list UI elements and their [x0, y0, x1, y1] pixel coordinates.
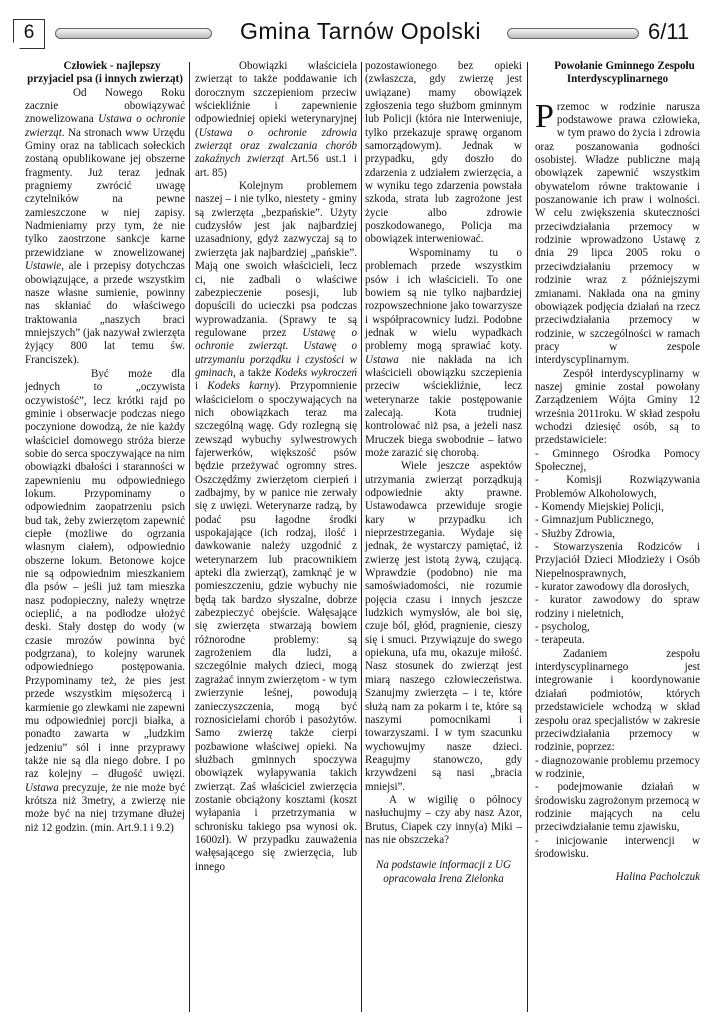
column-rule: [527, 62, 528, 1012]
article-paragraph: Wiele jeszcze aspektów utrzymania zwierząt porządkują odpowiednie akty prawne. Ustawodawca przewiduje srogie kary w przypadku ich nieprzestrzegania. Wydaje się jednak, że wystarczy pamiętać, iż zwierzę jest istotą żywą, czującą. Wprawdzie (podobno) nie ma samoświadomości, nie rozumie pojęcia czasu i innych jeszcze ludzkich wymysłów, ale boi się, czuje ból, głód, pragnienie, cieszy się i smuci. Przywiązuje do swego opiekuna, ufa mu, okazuje miłość. Nasz stosunek do zwierząt jest miarą naszego człowieczeństwa. Szanujmy zwierzęta – i te, które służą nam za pokarm i te, które są naszymi pomocnikami i towarzyszami. I w tym szacunku wychowujmy nasze dzieci. Reagujmy stanowczo, gdy krzywdzeni są nasi „bracia mniejsi”.: [365, 460, 522, 793]
list-item: - Gminnego Ośrodka Pomocy Społecznej,: [535, 447, 700, 473]
column-rule: [189, 62, 190, 1012]
drop-cap: P: [535, 97, 554, 135]
article-heading: Człowiek - najlepszy przyjaciel psa (i innych zwierząt): [27, 60, 183, 86]
article-paragraph: Przemoc w rodzinie narusza podstawowe prawa człowieka, w tym prawo do życia i zdrowia oraz poszanowania godności osobistej. Władze publiczne mają obowiązek zapewnić wszystkim obywatelom równe traktowanie i poszanowanie ich praw i wolności. W celu zwiększenia skuteczności przeciwdziałania przemocy w rodzinie wprowadzono Ustawę z dnia 29 lipca 2005 roku o przeciwdziałaniu przemocy w rodzinie wraz z późniejszymi zmianami. Nakłada ona na gminy obowiązek podjęcia działań na rzecz przeciwdziałania przemocy w rodzinie, w szczególności w ramach pracy w zespole interdyscyplinarnym.: [535, 97, 700, 367]
list-item: - Służby Zdrowia,: [535, 527, 616, 540]
article-paragraph: Od Nowego Roku zacznie obowiązywać znowelizowana Ustawa o ochronie zwierząt. Na stronach www Urzędu Gminy oraz na tablicach sołeckich zostaną opublikowane jej obszerne fragmenty. Już teraz jednak pragniemy zwrócić uwagę czytelników na pewne zamieszczone w niej zapisy. Nadmieniamy przy tym, że nie tylko zaostrzone sankcje karne przewidziane w znowelizowanej Ustawie, ale i przepisy dotychczas obowiązujące, a przede wszystkim nasze własne sumienie, powinny nas skłaniać do właściwego traktowania „naszych braci mniejszych” (jak nazywał zwierzęta żyjący 800 lat temu św. Franciszek).: [25, 86, 185, 366]
column-rule: [361, 62, 362, 1012]
article-paragraph: Zadaniem zespołu interdyscyplinarnego jest integrowanie i koordynowanie działań podmiotów, których przedstawiciele wchodzą w skład zespołu oraz specjalistów w zakresie przeciwdziałania przemocy w rodzinie, poprzez:: [535, 647, 700, 754]
member-list: [535, 448, 700, 648]
article-paragraph: Kolejnym problemem naszej – i nie tylko, niestety - gminy są zwierzęta „bezpańskie”. Użyty cudzysłów jest jak najbardziej uzasadniony, gdyż zazwyczaj są to zwierzęta jak najbardziej „pańskie”. Mają one swoich właścicieli, lecz ci, nie zadbali o właściwe zabezpieczenie posesji, lub dopuścili do ucieczki psa podczas wyprowadzania. (Sprawy te są regulowane przez Ustawę o ochronie zwierząt. Ustawę o utrzymaniu porządku i czystości w gminach, a także Kodeks wykroczeń i Kodeks karny). Przypomnienie właścicielom o spoczywających na nich obowiązkach teraz ma szczególną wagę. Gdy rozlegną się zewsząd wybuchy sylwestrowych fajerwerków, większość psów będzie przeżywać ogromny stres. Oszczędźmy zwierzętom cierpień i zadbajmy, by w panice nie zerwały się z uwięzi. Weterynarze radzą, by podać psu łagodne środki uspokajające (ich rodzaj, ilość i dawkowanie należy uzgodnić z weterynarzem lub pracownikiem apteki dla zwierząt), zamknąć je w pomieszczeniu, gdzie wybuchy nie będą tak bardzo słyszalne, dobrze zabezpieczyć obejście. Wałęsające się zwierzęta stwarzają bowiem różnorodne problemy: są zagrożeniem dla ludzi, a szczególnie małych dzieci, mogą zagrażać innym zwierzętom - w tym zwierzynie leśnej, powodują zanieczyszczenia, mogą być roznosicielami chorób i pasożytów. Samo zwierzę także cierpi pozbawione właściwej opieki. Na służbach gminnych spoczywa obowiązek wyłapywania takich zwierząt. Zaś właściciel zwierzęcia zostanie obciążony kosztami (koszt wyłapania i przetrzymania w schronisku takiego psa wynosi ok. 1600zł). W przypadku zauważenia wałęsającego się zwierzęcia, lub innego: [195, 180, 357, 873]
list-item: - diagnozowanie problemu przemocy w rodzinie,: [535, 754, 700, 780]
article-column-4: [535, 60, 700, 885]
article-paragraph: Być może dla jednych to „oczywista oczywistość”, lecz krótki rajd po gminie i obserwacje podczas niego poczynione dowodzą, że nie każdy właściciel domowego stróża bierze sobie do serca spoczywające na nim obowiązki dbałości i staranności w zapewnieniu mu odpowiedniego lokum. Przypominamy o odpowiednim zaopatrzeniu psich bud tak, żeby zwierzętom zapewnić ciepłe (możliwe do ogrzania własnym ciałem), odpowiednio obszerne lokum. Betonowe kojce nie są odpowiednim mieszkaniem dla psów – jeśli już tam mieszka nasz podopieczny, należy wnętrze ocieplić, a na podłodze ułożyć deski. Stały dostęp do wody (w czasie mrozów powinna być podgrzana), to kolejny warunek odpowiedniego postępowania. Przypominamy też, że pies jest przede wszystkim mięsożercą i karmienie go zlewkami nie zapewni mu odpowiedniej porcji białka, a ponadto zawarta w „ludzkim jedzeniu” sól i inne przyprawy także nie są dla niego dobre. I po raz kolejny – długość uwięzi. Ustawa precyzuje, że nie może być krótsza niż 3metry, a zwierzę nie może być na niej trzymane dłużej niż 12 godzin. (min. Art.9.1 i 9.2): [25, 367, 185, 834]
list-item: - psycholog,: [535, 621, 590, 634]
list-item: - inicjowanie interwencji w środowisku.: [535, 834, 700, 860]
issue-number: 6/11: [648, 19, 690, 44]
article-column-1: [25, 60, 185, 835]
list-item: - Stowarzyszenia Rodziców i Przyjaciół Dzieci Młodzieży i Osób Niepełnosprawnych,: [535, 541, 700, 580]
article-column-2: [195, 60, 357, 874]
list-item: - terapeuta.: [535, 634, 585, 647]
article-paragraph: Zespół interdyscyplinarny w naszej gminie został powołany Zarządzeniem Wójta Gminy 12 września 2011roku. W skład zespołu wchodzi dziesięć osób, są to przedstawiciele:: [535, 367, 700, 447]
newspaper-title: Gmina Tarnów Opolski: [240, 18, 481, 44]
article-column-3: [365, 60, 522, 886]
article-paragraph: Wspominamy tu o problemach przede wszystkim psów i ich właścicieli. To one bowiem są nie tylko najbardziej rozpowszechnione jako towarzysze i współpracownicy ludzi. Podobne jednak w wielu wypadkach problemy mogą sprawiać koty. Ustawa nie nakłada na ich właścicieli obowiązku szczepienia przeciw wściekliźnie, lecz weterynarze takie postępowanie zalecają. Kota trudniej kontrolować niż psa, a jeżeli nasz Mruczek biega swobodnie – łatwo może zarazić się chorobą.: [365, 246, 522, 459]
task-list: [535, 755, 700, 862]
list-item: - kurator zawodowy do spraw rodziny i nieletnich,: [535, 594, 700, 620]
list-item: - kurator zawodowy dla dorosłych,: [535, 581, 690, 594]
page-header: [0, 0, 725, 60]
article-heading: Powołanie Gminnego Zespołu Interdyscyplinarnego: [554, 60, 695, 86]
article-source-credit: Na podstawie informacji z UG opracowała Irena Zielonka: [375, 859, 512, 885]
list-item: - Komendy Miejskiej Policji,: [535, 501, 664, 513]
list-item: - Komisji Rozwiązywania Problemów Alkoholowych,: [535, 474, 700, 500]
article-paragraph: pozostawionego bez opieki (zwłaszcza, gdy zwierzę jest uwiązane) mamy obowiązek zgłoszenia tego służbom gminnym lub Policji (która nie Interweniuje, tylko przekazuje sprawę organom samorządowym). Jednak w przypadku, gdy doszło do zdarzenia z udziałem zwierzęcia, a w wyniku tego zdarzenia powstała szkoda, strata lub zagrożone jest życie albo zdrowie poszkodowanego, Policja ma obowiązek interweniować.: [365, 60, 522, 246]
article-author: Halina Pacholczuk: [615, 871, 700, 884]
article-paragraph: Obowiązki właściciela zwierząt to także poddawanie ich dorocznym szczepieniom przeciw wściekliźnie i zapewnienie odpowiedniej opieki weterynaryjnej (Ustawa o ochronie zdrowia zwierząt oraz zwalczania chorób zakaźnych zwierząt Art.56 ust.1 i art. 85): [195, 60, 357, 179]
header-decorative-bar-left: [55, 28, 212, 39]
page-number: 6: [13, 19, 45, 49]
article-paragraph: A w wigilię o północy nasłuchujmy – czy aby nasz Azor, Brutus, Ciapek czy inny(a) Miki – nas nie obszczeka?: [365, 793, 522, 846]
list-item: - Gimnazjum Publicznego,: [535, 514, 654, 527]
header-decorative-bar-right: [507, 28, 639, 39]
list-item: - podejmowanie działań w środowisku zagrożonym przemocą w rodzinie mających na celu przeciwdziałanie temu zjawisku,: [535, 781, 700, 834]
